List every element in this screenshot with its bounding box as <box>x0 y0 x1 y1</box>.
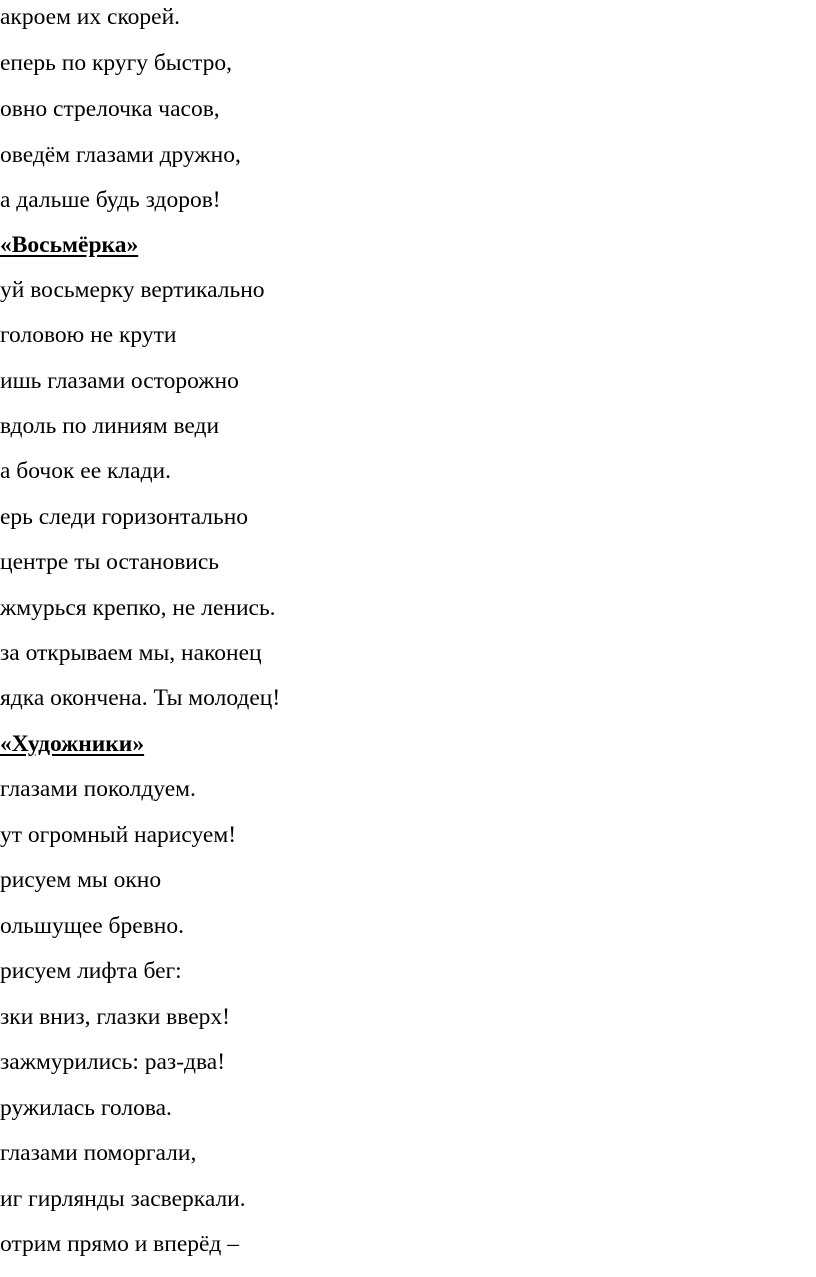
section-heading-vosmyorka: «Восьмёрка» <box>0 232 139 258</box>
poem-line: центре ты остановись <box>0 549 220 575</box>
poem-line: иг гирлянды засверкали. <box>0 1186 246 1212</box>
poem-line: головою не крути <box>0 322 177 348</box>
poem-line: ерь следи горизонтально <box>0 504 249 530</box>
poem-line: а бочок ее клади. <box>0 458 171 484</box>
poem-line: оведём глазами дружно, <box>0 142 241 168</box>
poem-line: ут огромный нарисуем! <box>0 822 237 848</box>
poem-line: глазами поколдуем. <box>0 776 196 802</box>
poem-line: зажмурились: раз-два! <box>0 1049 226 1075</box>
poem-line: ружилась голова. <box>0 1095 172 1121</box>
poem-line: рисуем лифта бег: <box>0 958 182 984</box>
poem-line: а дальше будь здоров! <box>0 187 221 213</box>
poem-line: отрим прямо и вперёд – <box>0 1231 240 1257</box>
poem-line: вдоль по линиям веди <box>0 413 220 439</box>
poem-line: рисуем мы окно <box>0 867 162 893</box>
poem-line: жмурься крепко, не ленись. <box>0 595 276 621</box>
section-heading-khudozhniki: «Художники» <box>0 731 145 757</box>
poem-line: за открываем мы, наконец <box>0 640 262 666</box>
poem-line: уй восьмерку вертикально <box>0 277 265 303</box>
poem-line: овно стрелочка часов, <box>0 96 220 122</box>
poem-line: глазами поморгали, <box>0 1140 197 1166</box>
poem-line: ольшущее бревно. <box>0 913 184 939</box>
poem-line: акроем их скорей. <box>0 4 181 30</box>
poem-line: ишь глазами осторожно <box>0 368 239 394</box>
poem-line: еперь по кругу быстро, <box>0 50 232 76</box>
poem-line: зки вниз, глазки вверх! <box>0 1004 230 1030</box>
poem-line: ядка окончена. Ты молодец! <box>0 685 281 711</box>
